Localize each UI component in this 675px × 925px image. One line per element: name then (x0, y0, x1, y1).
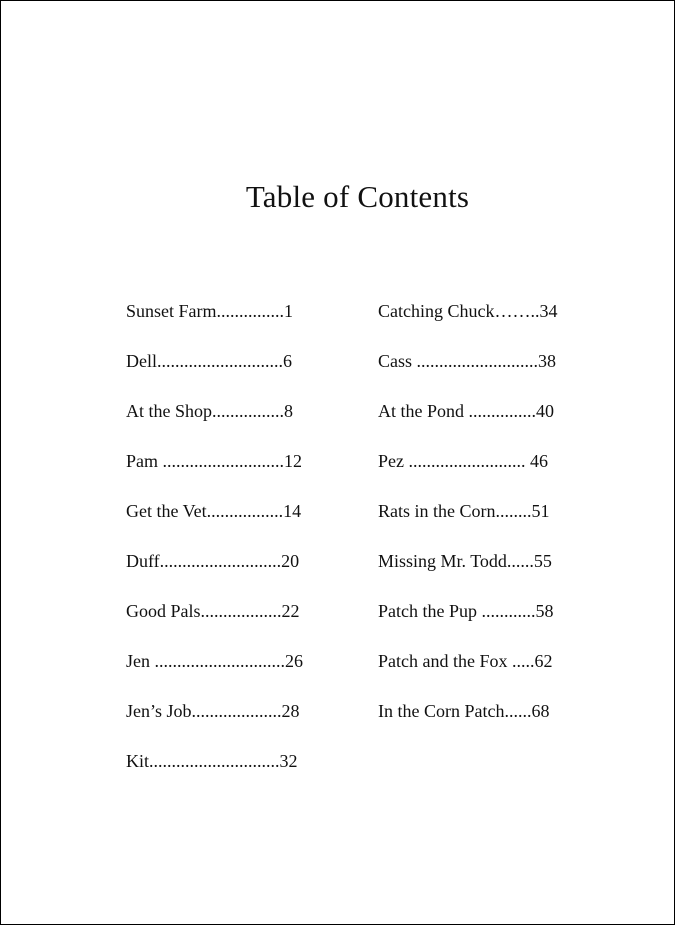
toc-entry: Sunset Farm...............1 (126, 301, 294, 321)
toc-entry: Jen .............................26 (126, 651, 303, 671)
toc-entry: Get the Vet.................14 (126, 501, 302, 521)
toc-entry: Patch the Pup ............58 (378, 601, 554, 621)
toc-entry: Kit.............................32 (126, 751, 298, 771)
toc-column-left (126, 298, 303, 798)
toc-entry: Good Pals..................22 (126, 601, 300, 621)
toc-entry: At the Pond ...............40 (378, 401, 555, 421)
toc-entry: Rats in the Corn........51 (378, 501, 550, 521)
toc-entry: In the Corn Patch......68 (378, 701, 550, 721)
toc-column-right (378, 298, 557, 748)
toc-entry: Cass ...........................38 (378, 351, 557, 371)
toc-entry: Missing Mr. Todd......55 (378, 551, 552, 571)
toc-entry: Pam ...........................12 (126, 451, 303, 471)
toc-entry: Jen’s Job....................28 (126, 701, 300, 721)
toc-entry: Pez .......................... 46 (378, 451, 548, 471)
toc-entry: Patch and the Fox .....62 (378, 651, 553, 671)
page-title: Table of Contents (245, 179, 470, 214)
toc-entry: Catching Chuck……..34 (378, 301, 558, 321)
toc-entry: Duff...........................20 (126, 551, 300, 571)
toc-entry: Dell............................6 (126, 351, 292, 371)
toc-entry: At the Shop................8 (126, 401, 294, 421)
